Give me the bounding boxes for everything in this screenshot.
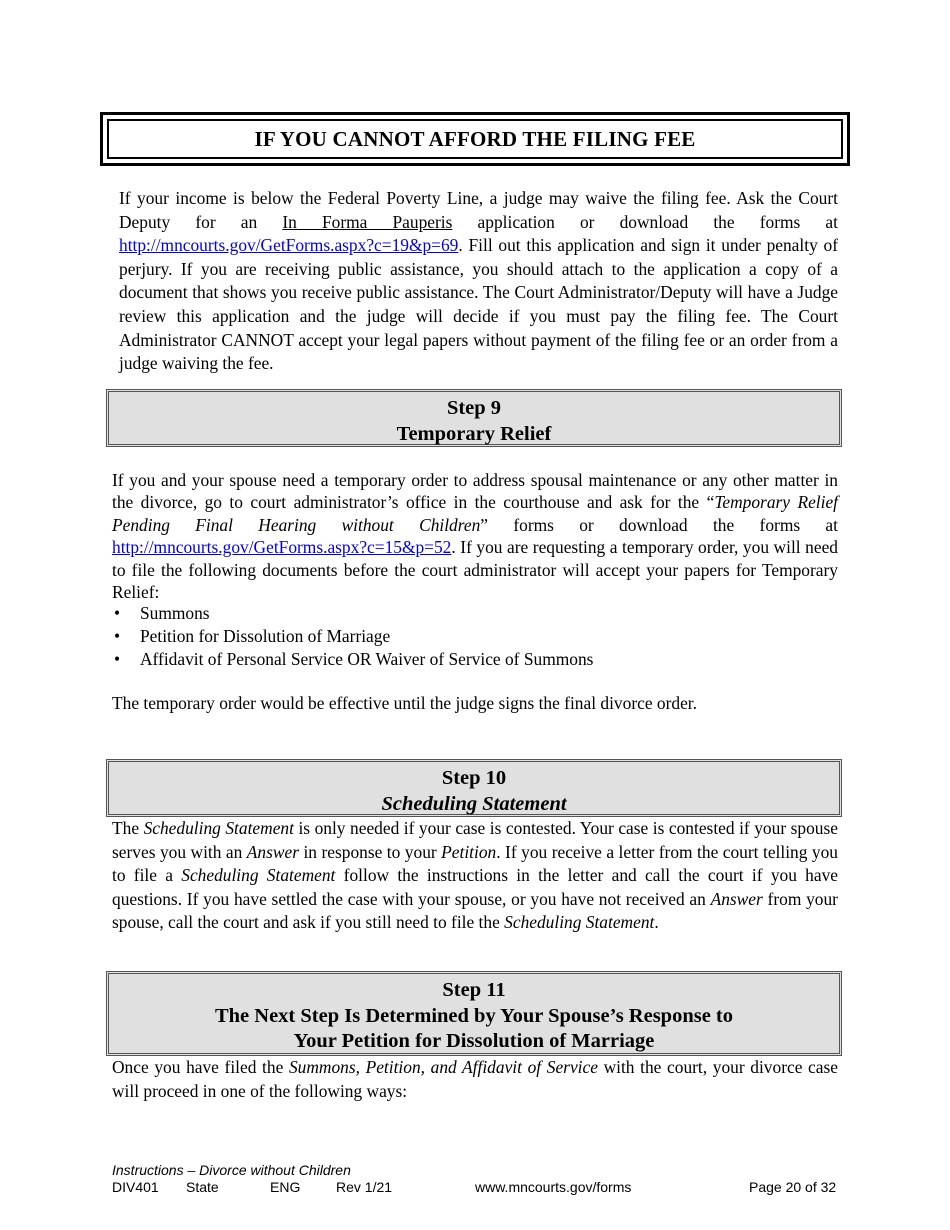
fee-text-a: If your income is below the Federal Poverty Line, a judge may waive the filing fee. Ask the Court Deputy for an — [119, 188, 838, 232]
step10-text: follow the instructions in the letter and call the court if you have questions. If you have settled the case with your spouse, or you have not received an — [112, 865, 839, 909]
step11-number: Step 11 — [442, 979, 506, 1001]
footer-website: www.mncourts.gov/forms — [475, 1179, 632, 1195]
step10-text: . If you receive a letter from the court telling you to file a — [112, 841, 838, 886]
step11-title-line1: The Next Step Is Determined by Your Spouse’s Response to — [214, 1004, 734, 1027]
step9-paragraph — [112, 469, 838, 603]
answer-term: Answer — [710, 888, 763, 909]
step10-heading-box — [106, 759, 842, 817]
step10-text: The — [112, 818, 144, 838]
scheduling-statement-term: Scheduling Statement — [504, 912, 655, 933]
temporary-relief-form-name: Temporary Relief Pending Final Hearing without Children — [112, 492, 838, 535]
footer-form-id: DIV401 — [112, 1179, 159, 1195]
page-footer — [112, 1162, 842, 1197]
fee-section-heading-frame — [100, 112, 850, 166]
footer-row — [112, 1179, 842, 1197]
footer-jurisdiction: State — [186, 1179, 219, 1195]
answer-term: Answer — [246, 841, 299, 862]
step11-title-line2: Your Petition for Dissolution of Marriage — [293, 1030, 655, 1052]
footer-title: Instructions – Divorce without Children — [112, 1162, 351, 1178]
step10-paragraph — [112, 817, 838, 935]
step10-text: . — [654, 912, 659, 933]
step9-heading-box — [106, 389, 842, 447]
footer-language: ENG — [270, 1179, 301, 1195]
step10-text: from your spouse, call the court and ask if you still need to file the — [112, 888, 838, 933]
step10-number: Step 10 — [441, 767, 507, 789]
fee-section-title: IF YOU CANNOT AFFORD THE FILING FEE — [254, 126, 696, 151]
step10-text: in response to your — [298, 841, 442, 862]
step10-text: is only needed if your case is contested. Your case is contested if your spouse serves you with an — [112, 818, 838, 862]
fee-section-heading-inner-frame — [107, 119, 843, 159]
list-item: • Petition for Dissolution of Marriage — [112, 625, 593, 648]
in-forma-pauperis-term: In Forma Pauperis — [282, 211, 453, 232]
step9-title: Temporary Relief — [396, 422, 552, 445]
step11-paragraph — [112, 1056, 838, 1103]
list-item: • Summons — [112, 602, 593, 625]
step9-text-c: . If you are requesting a temporary order, you will need to file the following documents before the court administrator will accept your papers for Temporary Relief: — [112, 537, 838, 603]
fee-text-b: application or download the forms at — [452, 211, 838, 232]
step11-heading-box — [106, 971, 842, 1056]
step9-text-b: ” forms or download the forms at — [480, 514, 838, 535]
fee-paragraph — [119, 187, 838, 376]
step9-text-a: If you and your spouse need a temporary order to address spousal maintenance or any other matter in the divorce, go to court administrator’s office in the courthouse and ask for the “ — [112, 470, 838, 513]
filed-documents-term: Summons, Petition, and Affidavit of Service — [288, 1057, 598, 1077]
ifp-forms-link[interactable]: http://mncourts.gov/GetForms.aspx?c=19&p=69 — [119, 235, 459, 256]
fee-text-c: . Fill out this application and sign it under penalty of perjury. If you are receiving public assistance, you should attach to the application a copy of a document that shows you receive public assistance. The Court Administrator/Deputy will have a Judge review this application and the judge will decide if you must pay the filing fee. The Court Administrator CANNOT accept your legal papers without payment of the filing fee or an order from a judge waiving the fee. — [119, 235, 838, 374]
step11-text-b: with the court, your divorce case will proceed in one of the following ways: — [112, 1057, 838, 1101]
step10-title: Scheduling Statement — [381, 792, 567, 815]
step9-closing: The temporary order would be effective until the judge signs the final divorce order. — [112, 693, 697, 713]
step11-text-a: Once you have filed the — [112, 1057, 289, 1077]
required-documents-list — [112, 602, 593, 672]
step9-number: Step 9 — [446, 397, 502, 419]
scheduling-statement-term: Scheduling Statement — [143, 818, 294, 838]
footer-page-number: Page 20 of 32 — [749, 1179, 837, 1195]
scheduling-statement-term: Scheduling Statement — [181, 865, 336, 886]
list-item: • Affidavit of Personal Service OR Waiver of Service of Summons — [112, 648, 593, 671]
temporary-relief-forms-link[interactable]: http://mncourts.gov/GetForms.aspx?c=15&p=52 — [112, 537, 452, 558]
footer-revision: Rev 1/21 — [336, 1179, 393, 1195]
petition-term: Petition — [441, 841, 497, 862]
